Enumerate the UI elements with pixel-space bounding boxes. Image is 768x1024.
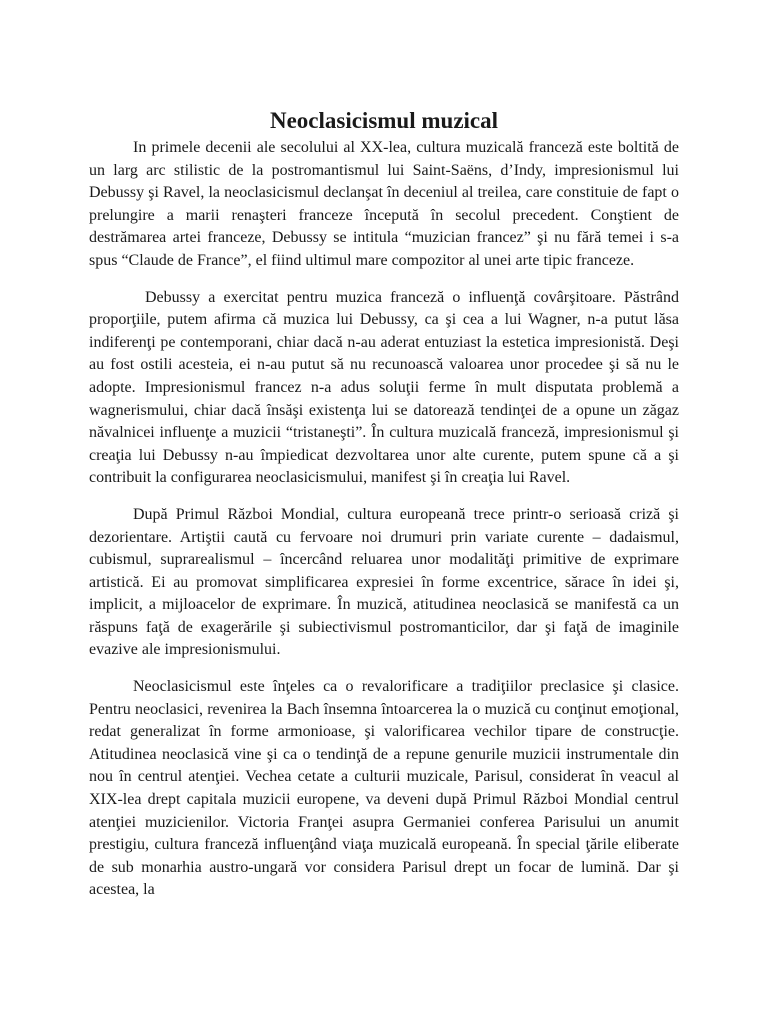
document-body xyxy=(89,137,679,902)
paragraph-1: In primele decenii ale secolului al XX-lea, cultura muzicală franceză este boltită de un larg arc stilistic de la postromantismul lui Saint-Saëns, d’Indy, impresionismul lui Debussy şi Ravel, la neoclasicismul declanşat în deceniul al treilea, care constituie de fapt o prelungire a marii renaşteri franceze începută în secolul precedent. Conştient de destrămarea artei franceze, Debussy se intitula “muzician francez” şi nu fără temei i s-a spus “Claude de France”, el fiind ultimul mare compozitor al unei arte tipic franceze. xyxy=(89,139,679,269)
paragraph-4: Neoclasicismul este înţeles ca o revalorificare a tradiţiilor preclasice şi clasice. Pentru neoclasici, revenirea la Bach însemna întoarcerea la o muzică cu conţinut emoţional, redat generalizat în forme armonioase, şi valorificarea vechilor tipare de construcţie. Atitudinea neoclasică vine şi ca o tendinţă de a repune genurile muzicii instrumentale din nou în centrul atenţiei. Vechea cetate a culturii muzicale, Parisul, considerat în veacul al XIX-lea drept capitala muzicii europene, va deveni după Primul Război Mondial centrul atenţiei muzicienilor. Victoria Franţei asupra Germaniei conferea Parisului un anumit prestigiu, cultura franceză influenţând viaţa muzicală europeană. În special ţările eliberate de sub monarhia austro-ungară vor considera Parisul drept un focar de lumină. Dar şi acestea, la xyxy=(89,678,679,899)
paragraph-2: Debussy a exercitat pentru muzica franceză o influenţă covârşitoare. Păstrând proporţiile, putem afirma că muzica lui Debussy, ca şi cea a lui Wagner, n-a putut lăsa indiferenţi pe contemporani, chiar dacă n-au aderat entuziast la estetica impresionistă. Deşi au fost ostili acesteia, ei n-au putut să nu recunoască valoarea unor procedee şi să nu le adopte. Impresionismul francez n-a adus soluţii ferme în mult disputata problemă a wagnerismului, chiar dacă însăşi existenţa lui se datorează tendinţei de a opune un zăgaz năvalnicei influenţe a muzicii “tristaneşti”. În cultura muzicală franceză, impresionismul şi creaţia lui Debussy n-au împiedicat dezvoltarea unor alte curente, putem spune că a şi contribuit la configurarea neoclasicismului, manifest şi în creaţia lui Ravel. xyxy=(89,288,679,487)
page-title: Neoclasicismul muzical xyxy=(269,108,499,134)
paragraph-3: După Primul Război Mondial, cultura europeană trece printr-o serioasă criză şi dezorientare. Artiştii caută cu fervoare noi drumuri prin variate curente – dadaismul, cubismul, suprarealismul – încercând reluarea unor modalităţi primitive de exprimare artistică. Ei au promovat simplificarea expresiei în forme excentrice, sărace în idei şi, implicit, a mijloacelor de exprimare. În muzică, atitudinea neoclasică se manifestă ca un răspuns faţă de exagerările şi subiectivismul postromanticilor, dar şi faţă de imaginile evazive ale impresionismului. xyxy=(89,505,679,659)
